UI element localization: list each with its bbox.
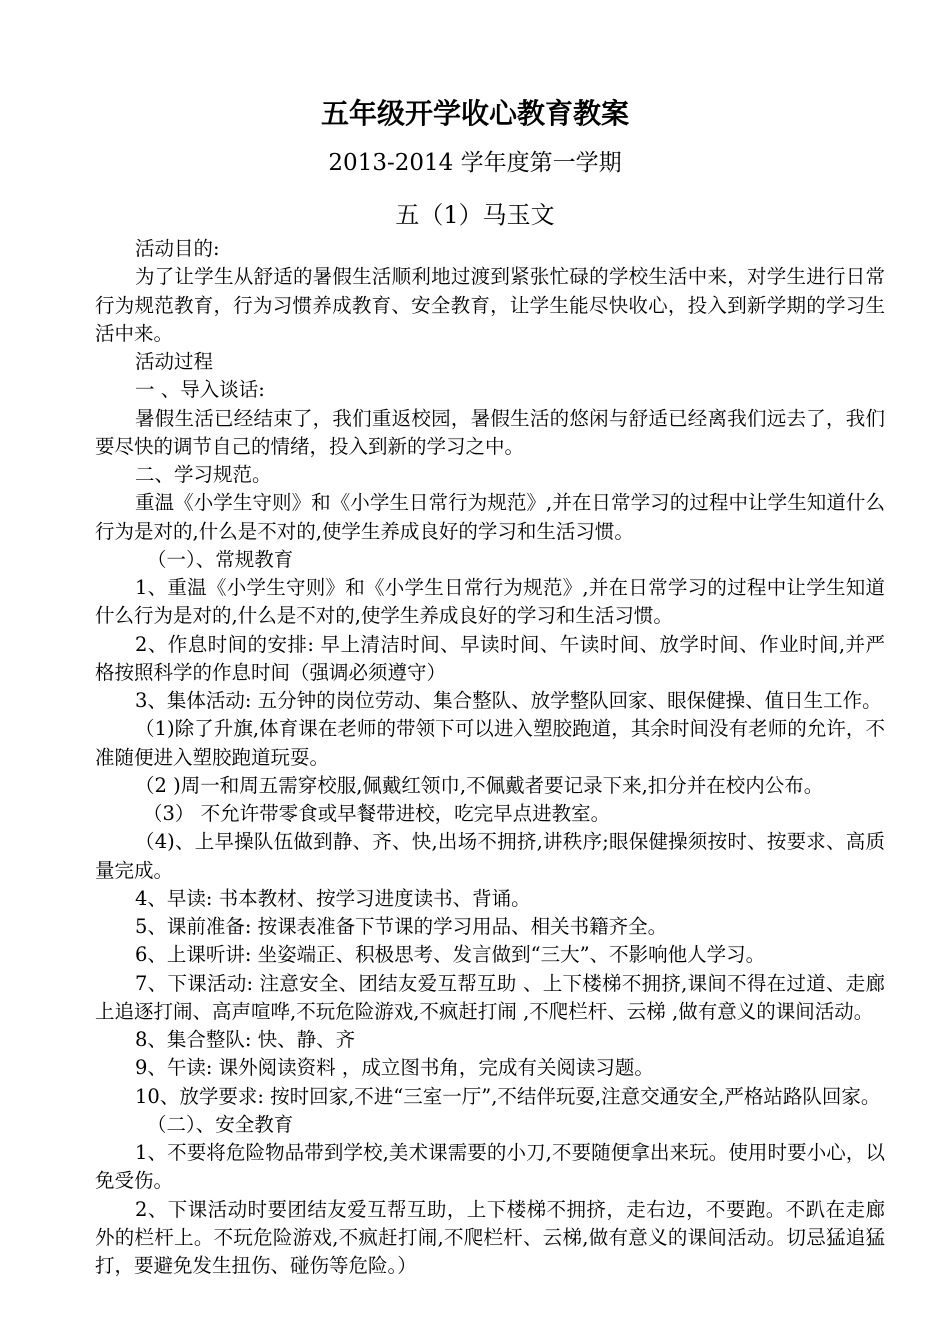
paragraph: 5、课前准备: 按课表准备下节课的学习用品、相关书籍齐全。 xyxy=(135,915,668,938)
paragraph: 8、集合整队: 快、静、齐 xyxy=(135,1028,356,1051)
paragraph: 9、午读: 课外阅读资料 ，成立图书角，完成有关阅读习题。 xyxy=(135,1056,654,1080)
paragraph: 7、下课活动: 注意安全、团结友爱互帮互助 、上下楼梯不拥挤,课间不得在过道、走廊上追逐打闹、高声喧哗,不玩危险游戏,不疯赶打闹 ,不爬栏杆、云梯 ,做有意义的课间活动。 xyxy=(95,971,885,1023)
paragraph: （3） 不允许带零食或早餐带进校，吃完早点进教室。 xyxy=(143,802,611,825)
paragraph: 重温《小学生守则》和《小学生日常行为规范》,并在日常学习的过程中让学生知道什么行为是对的,什么是不对的,使学生养成良好的学习和生活习惯。 xyxy=(95,491,885,543)
paragraph: 4、早读: 书本教材、按学习进度读书、背诵。 xyxy=(135,886,531,910)
paragraph: 活动过程 xyxy=(135,350,214,373)
paragraph: 1、重温《小学生守则》和《小学生日常行为规范》,并在日常学习的过程中让学生知道什么行为是对的,什么是不对的,使学生养成良好的学习和生活习惯。 xyxy=(95,576,885,628)
paragraph: 活动目的: xyxy=(135,237,220,260)
paragraph: 10、放学要求: 按时回家,不进“三室一厅”,不结伴玩耍,注意交通安全,严格站路队回家。 xyxy=(135,1084,881,1108)
paragraph: 3、集体活动: 五分钟的岗位劳动、集合整队、放学整队回家、眼保健操、值日生工作。 xyxy=(135,689,882,712)
section-heading: （二）、安全教育 xyxy=(147,1112,294,1136)
paragraph: 暑假生活已经结束了，我们重返校园，暑假生活的悠闲与舒适已经离我们远去了，我们要尽快的调节自己的情绪，投入到新的学习之中。 xyxy=(95,406,885,458)
paragraph: 2、下课活动时要团结友爱互帮互助，上下楼梯不拥挤，走右边，不要跑。不趴在走廊外的栏杆上。不玩危险游戏,不疯赶打闹,不爬栏杆、云梯,做有意义的课间活动。切忌猛追猛打，要避免发生扭伤、碰伤等危险。） xyxy=(95,1197,885,1277)
author-line: 五（1）马玉文 xyxy=(395,201,555,229)
paragraph: （2 )周一和周五需穿校服,佩戴红领巾,不佩戴者要记录下来,扣分并在校内公布。 xyxy=(135,773,824,797)
paragraph: 二、学习规范。 xyxy=(135,463,272,486)
paragraph: （4)、上早操队伍做到静、齐、快,出场不拥挤,讲秩序;眼保健操须按时、按要求、高质量完成。 xyxy=(95,830,885,882)
paragraph: 2、作息时间的安排: 早上清洁时间、早读时间、午读时间、放学时间、作业时间,并严格按照科学的作息时间（强调必须遵守） xyxy=(95,632,885,684)
document-title: 五年级开学收心教育教案 xyxy=(320,97,629,130)
paragraph: 6、上课听讲: 坐姿端正、积极思考、发言做到“三大”、不影响他人学习。 xyxy=(135,943,766,967)
paragraph: 为了让学生从舒适的暑假生活顺利地过渡到紧张忙碌的学校生活中来，对学生进行日常行为规范教育，行为习惯养成教育、安全教育，让学生能尽快收心，投入到新学期的学习生活中来。 xyxy=(95,265,885,345)
paragraph: （1)除了升旗,体育课在老师的带领下可以进入塑胶跑道，其余时间没有老师的允许，不准随便进入塑胶跑道玩耍。 xyxy=(95,717,885,769)
document-body xyxy=(95,235,885,1280)
term-line: 2013-2014 学年度第一学期 xyxy=(328,150,622,176)
section-heading: （一）、常规教育 xyxy=(147,547,294,571)
paragraph: 一 、导入谈话: xyxy=(135,378,265,402)
paragraph: 1、不要将危险物品带到学校,美术课需要的小刀,不要随便拿出来玩。使用时要小心，以免受伤。 xyxy=(95,1141,885,1193)
